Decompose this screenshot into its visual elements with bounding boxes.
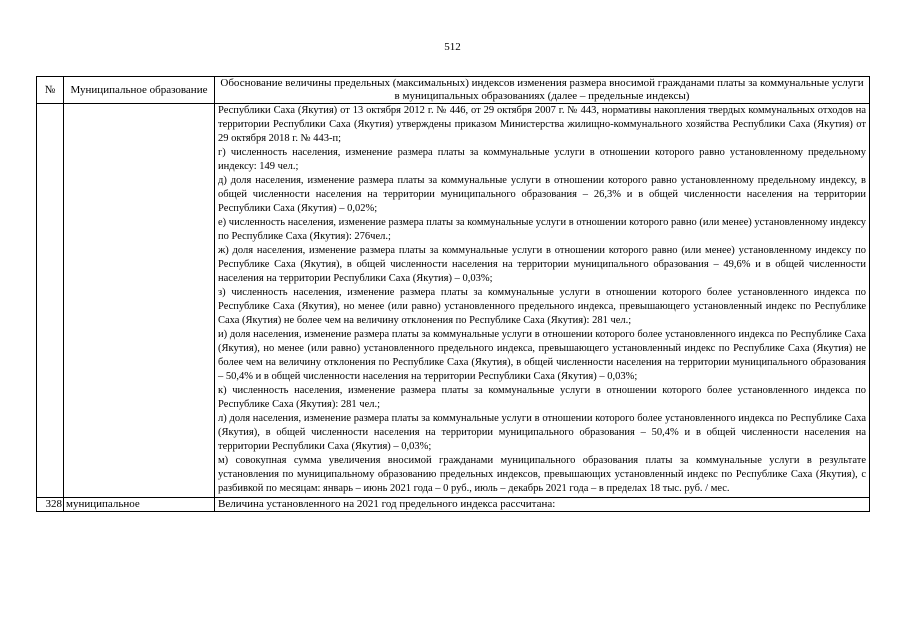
paragraph: з) численность населения, изменение размера платы за коммунальные услуги в отношении которого более установленного индекса по Республике Саха (Якутия), но менее (или равно) установленного предельного индекса, превышающего установленный индекс по Республике Саха (Якутия) не более чем на величину отклонения по Республике Саха (Якутия): 281 чел.; bbox=[218, 287, 866, 326]
row-justification bbox=[215, 104, 870, 498]
paragraph: г) численность населения, изменение размера платы за коммунальные услуги в отношении которого равно установленному предельному индексу: 149 чел.; bbox=[218, 147, 866, 172]
row-number bbox=[37, 104, 64, 498]
table-row bbox=[37, 104, 870, 498]
paragraph: м) совокупная сумма увеличения вносимой гражданами муниципального образования платы за коммунальные услуги в результате установления по муниципальному образованию предельных индексов, превышающих установленный индекс по Республике Саха (Якутия), с разбивкой по месяцам: январь – июнь 2021 года – 0 руб., июль – декабрь 2021 года – в пределах 18 тыс. руб. / мес. bbox=[218, 455, 866, 494]
paragraph: к) численность населения, изменение размера платы за коммунальные услуги в отношении которого более установленного индекса по Республике Саха (Якутия): 281 чел.; bbox=[218, 385, 866, 410]
paragraph: и) доля населения, изменение размера платы за коммунальные услуги в отношении которого более установленного индекса по Республике Саха (Якутия), но менее (или равно) установленного предельного индекса, превышающего установленный индекс по Республике Саха (Якутия) не более чем на величину отклонения по Республике Саха (Якутия), в общей численности населения на территории муниципального образования – 50,4% и в общей численности населения на территории Республики Саха (Якутия) – 0,03%; bbox=[218, 329, 866, 382]
row-municipality bbox=[64, 104, 215, 498]
row-municipality: муниципальное bbox=[64, 498, 215, 512]
row-number: 328 bbox=[37, 498, 64, 512]
paragraph: е) численность населения, изменение размера платы за коммунальные услуги в отношении которого равно (или менее) установленному индексу по Республике Саха (Якутия): 276чел.; bbox=[218, 217, 866, 242]
row-justification: Величина установленного на 2021 год предельного индекса рассчитана: bbox=[215, 498, 870, 512]
justification-table bbox=[36, 76, 870, 512]
paragraph: л) доля населения, изменение размера платы за коммунальные услуги в отношении которого более установленного индекса по Республике Саха (Якутия), в общей численности населения на территории муниципального образования – 50,4% и в общей численности населения на территории Республики Саха (Якутия) – 0,03%; bbox=[218, 413, 866, 452]
header-number: № bbox=[37, 77, 64, 104]
header-municipality: Муниципальное образование bbox=[64, 77, 215, 104]
header-justification: Обоснование величины предельных (максимальных) индексов изменения размера вносимой гражданами платы за коммунальные услуги в муниципальных образованиях (далее – предельные индексы) bbox=[215, 77, 870, 104]
paragraph: ж) доля населения, изменение размера платы за коммунальные услуги в отношении которого равно (или менее) установленному индексу по Республике Саха (Якутия), в общей численности населения на территории муниципального образования – 49,6% и в общей численности населения на территории Республики Саха (Якутия) – 0,03%; bbox=[218, 245, 866, 284]
paragraph: Республики Саха (Якутия) от 13 октября 2012 г. № 446, от 29 октября 2007 г. № 443, нормативы накопления твердых коммунальных отходов на территории Республики Саха (Якутия) утверждены приказом Министерства жилищно-коммунального хозяйства Республики Саха (Якутия) от 29 октября 2018 г. № 443-п; bbox=[218, 105, 866, 144]
paragraph: д) доля населения, изменение размера платы за коммунальные услуги в отношении которого равно установленному предельному индексу, в общей численности населения на территории муниципального образования – 26,3% и в общей численности населения на территории Республики Саха (Якутия) – 0,02%; bbox=[218, 175, 866, 214]
page-number: 512 bbox=[444, 41, 461, 53]
table-header-row bbox=[37, 77, 870, 104]
table-row bbox=[37, 498, 870, 512]
